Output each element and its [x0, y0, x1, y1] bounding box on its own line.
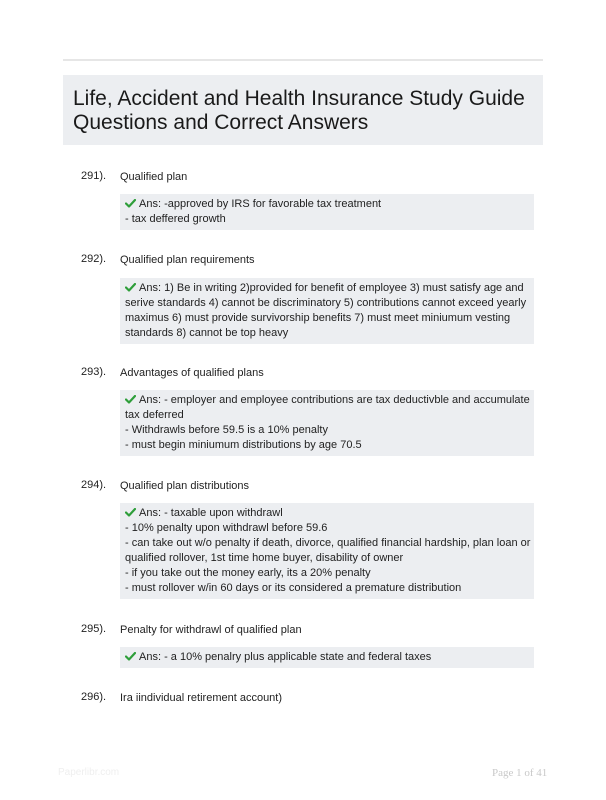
check-icon — [125, 283, 136, 292]
answer-line-text: Ans: - employer and employee contributions are tax deductivble and accumulate — [139, 394, 530, 406]
answer-line-text: Ans: -approved by IRS for favorable tax treatment — [139, 198, 382, 210]
answer-line — [125, 393, 529, 408]
title-line-1: Life, Accident and Health Insurance Study Guide — [73, 87, 525, 110]
answer-box — [120, 278, 534, 344]
question-text: Qualified plan requirements — [120, 254, 255, 266]
question-text: Ira iindividual retirement account) — [120, 692, 283, 704]
question-number: 292). — [81, 253, 107, 265]
question-text: Penalty for withdrawl of qualified plan — [120, 624, 302, 636]
answer-line: qualified rollover, 1st time home buyer, disability of owner — [125, 552, 404, 564]
answer-line: serive standards 4) cannot be discriminatory 5) contributions cannot exceed yearly — [125, 297, 527, 309]
answer-line: - Withdrawls before 59.5 is a 10% penalty — [125, 424, 328, 436]
question-number: 294). — [81, 479, 107, 491]
answer-box — [120, 503, 534, 599]
answer-line: - must rollover w/in 60 days or its considered a premature distribution — [125, 582, 462, 594]
answer-line: tax deferred — [125, 409, 184, 421]
answer-box — [120, 194, 534, 230]
answer-line: - 10% penalty upon withdrawl before 59.6 — [125, 522, 328, 534]
answer-line: - tax deffered growth — [125, 213, 226, 225]
footer-watermark: Paperlibr.com — [58, 767, 120, 778]
question-text: Qualified plan — [120, 171, 188, 183]
answer-box — [120, 390, 534, 456]
page-number: Page 1 of 41 — [492, 767, 548, 779]
question-text: Qualified plan distributions — [120, 480, 250, 492]
answer-line — [125, 281, 529, 296]
question-number: 296). — [81, 691, 107, 703]
answer-line-text: Ans: 1) Be in writing 2)provided for benefit of employee 3) must satisfy age and — [139, 282, 524, 294]
answer-line — [125, 650, 529, 665]
answer-line: - must begin miniumum distributions by age 70.5 — [125, 439, 362, 451]
question-number: 293). — [81, 366, 107, 378]
check-icon — [125, 395, 136, 404]
question-number: 291). — [81, 170, 107, 182]
answer-line — [125, 506, 529, 521]
answer-line-text: Ans: - a 10% penalry plus applicable state and federal taxes — [139, 651, 432, 663]
answer-line — [125, 197, 529, 212]
question-text: Advantages of qualified plans — [120, 367, 264, 379]
answer-line: - can take out w/o penalty if death, divorce, qualified financial hardship, plan loan or — [125, 537, 531, 549]
check-icon — [125, 652, 136, 661]
answer-line: maximus 6) must provide survivorship benefits 7) must meet miniumum vesting — [125, 312, 511, 324]
question-number: 295). — [81, 623, 107, 635]
check-icon — [125, 508, 136, 517]
answer-box — [120, 647, 534, 668]
answer-line-text: Ans: - taxable upon withdrawl — [139, 507, 283, 519]
check-icon — [125, 199, 136, 208]
title-line-2: Questions and Correct Answers — [73, 111, 369, 134]
answer-line: - if you take out the money early, its a 20% penalty — [125, 567, 371, 579]
answer-line: standards 8) cannot be top heavy — [125, 327, 289, 339]
